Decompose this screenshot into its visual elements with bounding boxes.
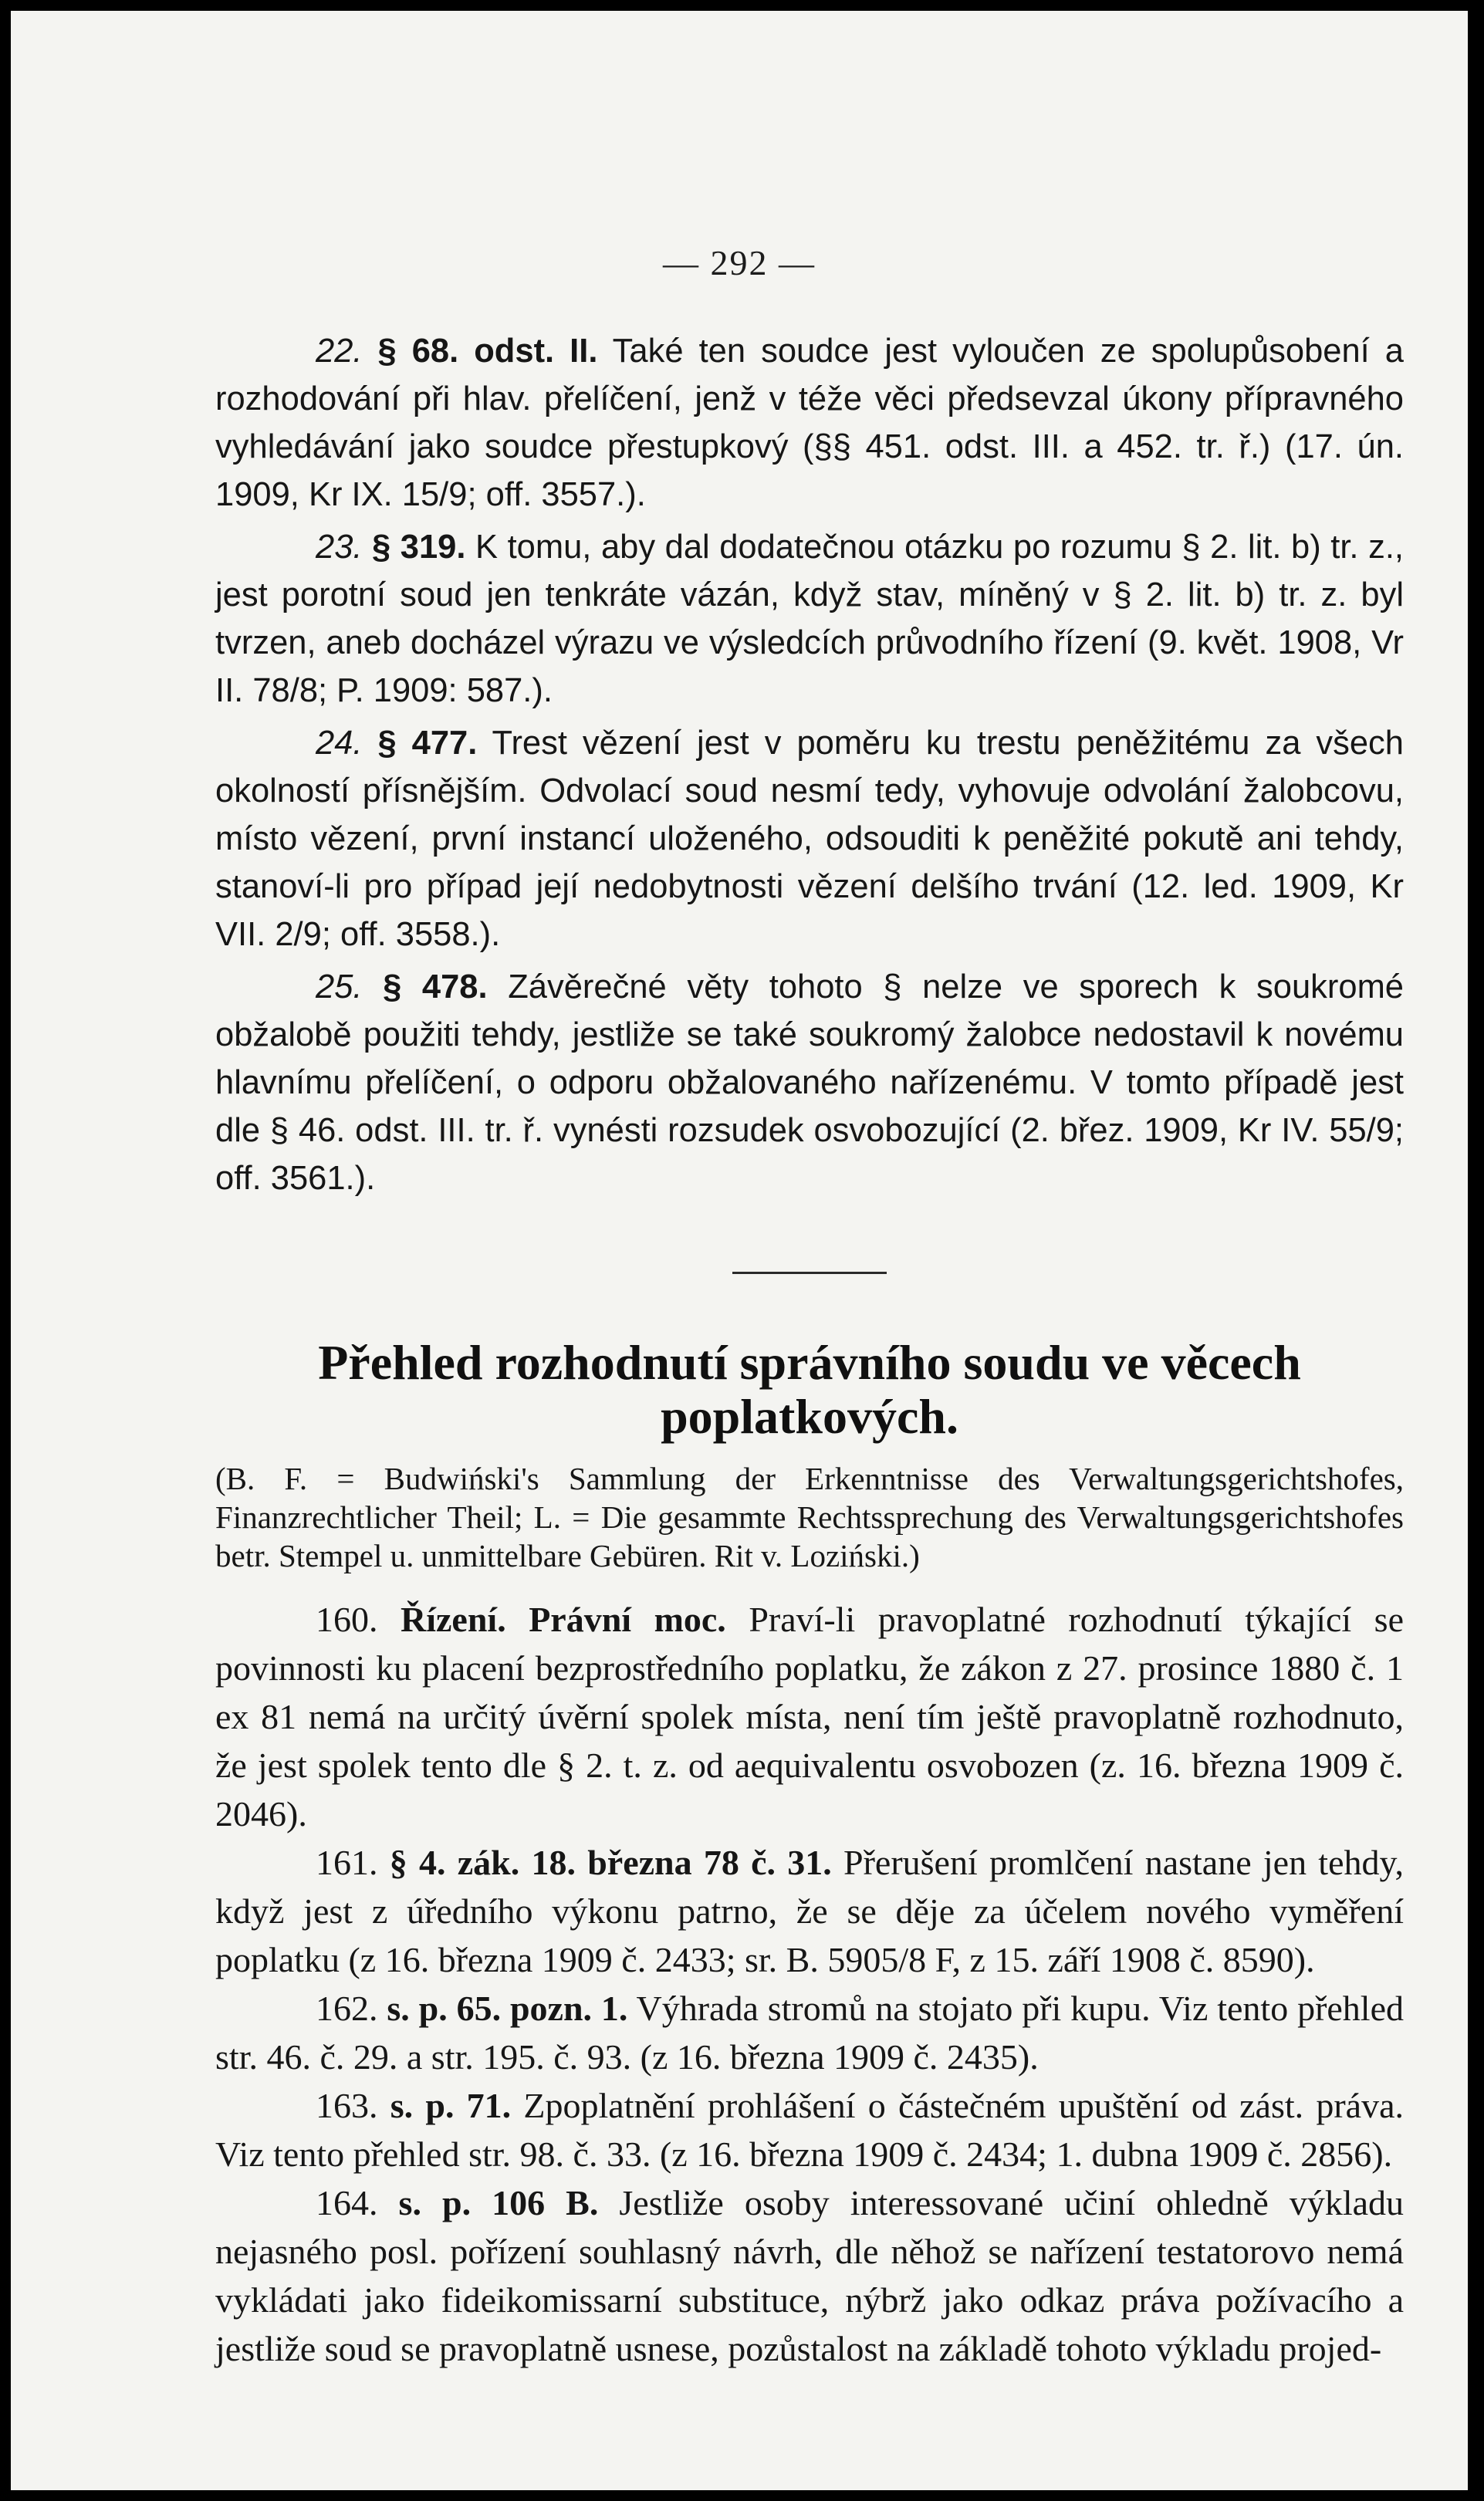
entry-reference: § 4. zák. 18. března 78 č. 31. — [389, 1843, 832, 1882]
entry-reference: § 319. — [372, 529, 466, 566]
entry-164 — [215, 2178, 1404, 2373]
section-heading: Přehled rozhodnutí správního soudu ve věcech poplatkových. — [318, 1335, 1301, 1444]
entry-text: Závěrečné věty tohoto § nelze ve sporech k soukromé obžalobě použiti tehdy, jestliže se také soukromý žalobce nedostavil k novému hlavnímu přelíčení, o odporu obžalovaného nařízenému. V tomto případě jest dle § 46. odst. III. tr. ř. vynésti rozsudek osvobozující (2. břez. 1909, Kr IV. 55/9; off. 3561.). — [215, 968, 1404, 1197]
entry-number: 22. — [316, 333, 363, 370]
abbreviations-note: (B. F. = Budwiński's Sammlung der Erkenntnisse des Verwaltungsgerichtshofes, Finanzrechtlicher Theil; L. = Die gesammte Rechtssprechung des Verwaltungsgerichtshofes betr. Stempel u. unmittelbare Gebüren. Rit v. Loziński.) — [215, 1461, 1404, 1573]
section-divider — [732, 1272, 887, 1274]
entry-reference: s. p. 65. pozn. 1. — [387, 1989, 628, 2028]
entry-number: 162. — [316, 1989, 378, 2028]
entry-163 — [215, 2081, 1404, 2178]
text-column — [215, 327, 1404, 2373]
entry-reference: s. p. 71. — [390, 2086, 512, 2125]
entry-reference: s. p. 106 B. — [398, 2183, 599, 2222]
entry-number: 161. — [316, 1843, 378, 1882]
entry-number: 23. — [316, 529, 363, 566]
entry-162 — [215, 1984, 1404, 2081]
entry-number: 160. — [316, 1600, 378, 1639]
entry-text: Výhrada stromů na stojato při kupu. Viz tento přehled str. 46. č. 29. a str. 195. č. 93. (z 16. března 1909 č. 2435). — [215, 1989, 1405, 2077]
entry-text: Trest vězení jest v poměru ku trestu peněžitému za všech okolností přísnějším. Odvolací soud nesmí tedy, vyhovuje odvolání žalobcovu, místo vězení, první instancí uloženého, odsouditi k peněžité pokutě ani tehdy, stanoví-li pro případ její nedobytnosti vězení delšího trvání (12. led. 1909, Kr VII. 2/9; off. 3558.). — [215, 725, 1404, 953]
entry-reference: § 68. odst. II. — [377, 333, 598, 370]
entry-text: K tomu, aby dal dodatečnou otázku po rozumu § 2. lit. b) tr. z., jest porotní soud jen tenkráte vázán, když stav, míněný v § 2. lit. b) tr. z. byl tvrzen, aneb docházel výrazu ve výsledcích průvodního řízení (9. květ. 1908, Vr II. 78/8; P. 1909: 587.). — [215, 529, 1404, 709]
entry-text: Přerušení promlčení nastane jen tehdy, když jest z úředního výkonu patrno, že se děje za účelem nového vyměření poplatku (z 16. března 1909 č. 2433; sr. B. 5905/8 F, z 15. září 1908 č. 8590). — [215, 1843, 1405, 1979]
document-page — [11, 11, 1468, 2490]
entry-160 — [215, 1595, 1404, 1838]
entry-23 — [215, 523, 1404, 715]
entry-number: 163. — [316, 2086, 378, 2125]
entry-reference: § 477. — [377, 725, 478, 762]
entry-number: 25. — [316, 968, 363, 1005]
entry-text: Jestliže osoby interessované učiní ohledně výkladu nejasného posl. pořízení souhlasný návrh, dle něhož se nařízení testatorovo nemá vykládati jako fideikomissarní substituce, nýbrž jako odkaz práva požívacího a jestliže soud se pravoplatně usnese, pozůstalost na základě tohoto výkladu projed- — [215, 2183, 1405, 2368]
entry-22 — [215, 327, 1404, 519]
entry-161 — [215, 1838, 1404, 1984]
entry-text: Také ten soudce jest vyloučen ze spolupůsobení a rozhodování při hlav. přelíčení, jenž v téže věci předsevzal úkony přípravného vyhledávání jako soudce přestupkový (§§ 451. odst. III. a 452. tr. ř.) (17. ún. 1909, Kr IX. 15/9; off. 3557.). — [215, 333, 1404, 513]
entry-24 — [215, 719, 1404, 958]
entry-reference: Řízení. Právní moc. — [401, 1600, 726, 1639]
entry-text: Praví-li pravoplatné rozhodnutí týkající se povinnosti ku placení bezprostředního poplatku, že zákon z 27. prosince 1880 č. 1 ex 81 nemá na určitý úvěrní spolek místa, není tím ještě pravoplatně rozhodnuto, že jest spolek tento dle § 2. t. z. od aequivalentu osvobozen (z. 16. března 1909 č. 2046). — [215, 1600, 1404, 1834]
entry-text: Zpoplatnění prohlášení o částečném upuštění od zást. práva. Viz tento přehled str. 98. č. 33. (z 16. března 1909 č. 2434; 1. dubna 1909 č. 2856). — [215, 2086, 1405, 2174]
entry-25 — [215, 963, 1404, 1202]
page-number: — 292 — — [663, 243, 816, 282]
entry-reference: § 478. — [383, 968, 488, 1005]
entry-number: 24. — [316, 725, 363, 762]
entry-number: 164. — [316, 2183, 378, 2222]
